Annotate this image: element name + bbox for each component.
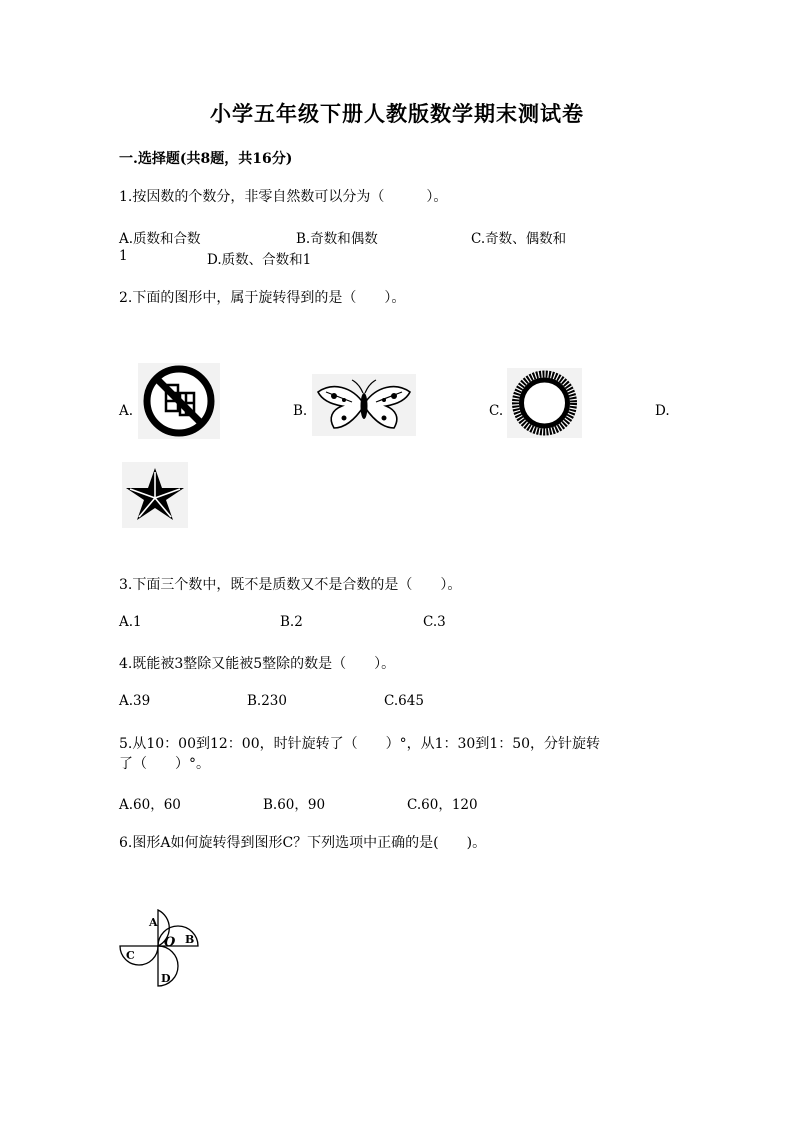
- q3-option-b[interactable]: B.2: [280, 614, 303, 630]
- label-o: O: [164, 935, 176, 950]
- q5-option-c[interactable]: C.60，120: [407, 797, 478, 813]
- q2-option-d[interactable]: D.: [655, 403, 670, 419]
- question-6-stem: 6.图形A如何旋转得到图形C？下列选项中正确的是( )。: [119, 835, 487, 851]
- q5-option-a[interactable]: A.60，60: [119, 797, 181, 813]
- butterfly-icon: [312, 374, 416, 436]
- question-5-stem-line-2: 了（ ）°。: [119, 756, 210, 772]
- q1-option-c[interactable]: C.奇数、偶数和: [471, 231, 567, 247]
- label-c: C: [126, 949, 135, 962]
- question-2-stem: 2.下面的图形中，属于旋转得到的是（ ）。: [119, 290, 406, 306]
- q3-option-c[interactable]: C.3: [423, 614, 446, 630]
- label-d: D: [161, 972, 171, 985]
- question-5-stem-line-1: 5.从10：00到12：00，时针旋转了（ ）°，从1：30到1：50，分针旋转: [119, 736, 601, 752]
- rotation-petals-figure: [118, 906, 208, 990]
- q1-option-d[interactable]: D.质数、合数和1: [207, 252, 312, 268]
- q1-option-b[interactable]: B.奇数和偶数: [296, 231, 378, 247]
- question-3-stem: 3.下面三个数中，既不是质数又不是合数的是（ ）。: [119, 577, 462, 593]
- q1-option-c-continued: 1: [119, 248, 128, 264]
- question-1-stem: 1.按因数的个数分，非零自然数可以分为（ ）。: [119, 189, 448, 205]
- no-littering-sign-icon: [138, 363, 220, 439]
- star-icon: [122, 462, 188, 528]
- q4-option-c[interactable]: C.645: [384, 693, 424, 709]
- label-b: B: [185, 933, 195, 946]
- section-heading: 一.选择题(共8题，共16分): [119, 151, 293, 167]
- label-a: A: [149, 916, 158, 929]
- q5-option-b[interactable]: B.60，90: [263, 797, 326, 813]
- sun-ring-icon: [507, 368, 582, 438]
- q4-option-a[interactable]: A.39: [119, 693, 151, 709]
- q4-option-b[interactable]: B.230: [247, 693, 287, 709]
- q2-option-b[interactable]: B.: [293, 403, 308, 419]
- q2-option-a[interactable]: A.: [119, 403, 134, 419]
- q3-option-a[interactable]: A.1: [119, 614, 142, 630]
- question-4-stem: 4.既能被3整除又能被5整除的数是（ ）。: [119, 656, 396, 672]
- q1-option-a[interactable]: A.质数和合数: [119, 231, 201, 247]
- q2-option-c[interactable]: C.: [489, 403, 504, 419]
- page-title: 小学五年级下册人教版数学期末测试卷: [210, 101, 584, 126]
